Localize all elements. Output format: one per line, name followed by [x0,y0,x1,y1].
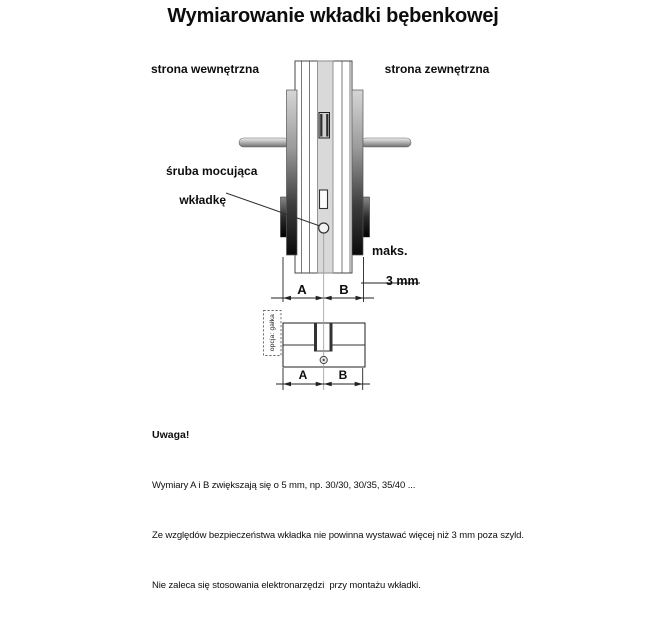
inner-side-label: strona wewnętrzna [150,62,260,76]
note-heading: Uwaga! [152,429,190,441]
max-protrusion-label [372,244,419,289]
cylinder-cam [319,113,330,139]
dimension-a-upper: A [297,282,307,297]
lower-dimension [276,368,370,390]
dimension-a-lower: A [298,368,308,382]
note-line-3: Nie zaleca się stosowania elektronarzędzi przy montażu wkładki. [152,580,421,591]
shield-inner [287,90,298,255]
fixing-screw [319,223,329,233]
fixing-screw-label [166,164,257,208]
page-title: Wymiarowanie wkładki bębenkowej [167,5,499,27]
note-line-1: Wymiary A i B zwiększają się o 5 mm, np. 30/30, 30/35, 35/40 ... [152,480,416,491]
cylinder-body-band [318,61,334,273]
fixing-screw-label-line2: wkładkę [179,193,227,207]
max-protrusion-line1: maks. [372,244,408,258]
knob-option-label: opcja: gałka [268,314,276,352]
dimension-b-upper: B [339,282,349,297]
note-line-2: Ze względów bezpieczeństwa wkładka nie powinna wystawać więcej niż 3 mm poza szyld. [152,530,524,541]
keyway [320,190,328,209]
shield-outer [352,90,363,255]
max-protrusion-line2: 3 mm [385,274,419,288]
fixing-screw-label-line1: śruba mocująca [166,164,258,178]
note-block [152,393,622,629]
dimension-b-lower: B [338,368,348,382]
cylinder-screw-hole [320,356,327,363]
outer-side-label: strona zewnętrzna [384,62,490,76]
knob-option [263,310,281,356]
